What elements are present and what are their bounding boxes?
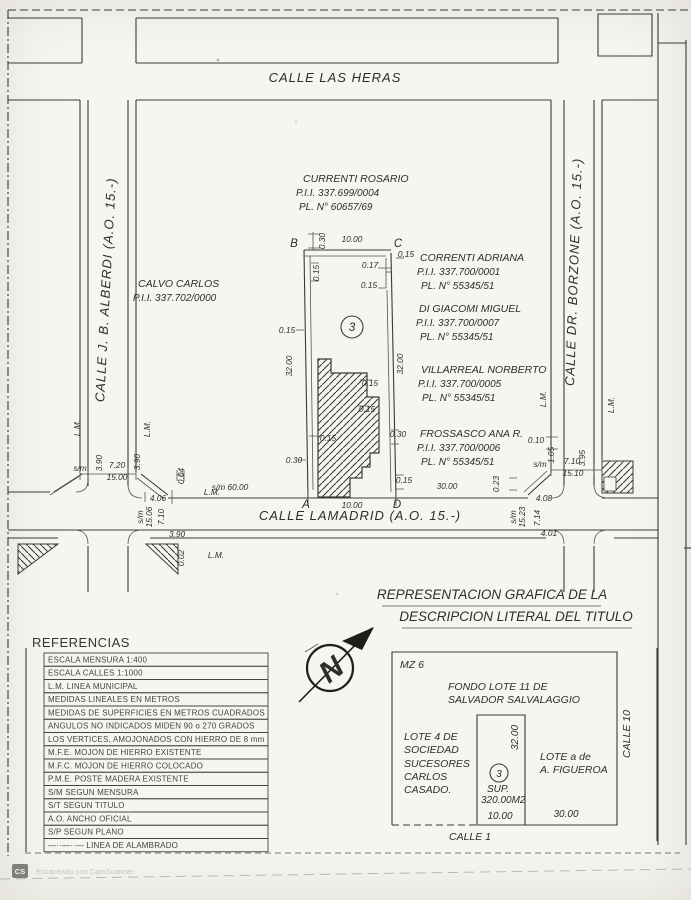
lot-number-badge — [341, 316, 363, 338]
owner-pii: P.I.I. 337.700/0007 — [416, 318, 500, 329]
reference-row-label: ESCALA MENSURA 1:400 — [48, 655, 148, 665]
dim-label: s/m — [73, 463, 87, 473]
dim-label: 0.15 — [278, 325, 296, 335]
dim-label: 0.23 — [491, 475, 501, 493]
dim-label: L.M. — [72, 419, 82, 437]
owner-east-1 — [416, 303, 521, 343]
las-heras-block-lines — [8, 14, 657, 100]
owner-name: CURRENTI ROSARIO — [303, 173, 409, 185]
dim-label: L.M. — [142, 420, 152, 438]
camscanner-footer — [12, 864, 134, 878]
minimap-dim-front: 10.00 — [487, 811, 513, 822]
dim-label: 10.00 — [341, 500, 363, 510]
dim-label: 0.30 — [285, 455, 303, 465]
references-title: REFERENCIAS — [32, 635, 130, 650]
owner-pii: P.I.I. 337.702/0000 — [133, 293, 217, 304]
reference-row-label: M.F.E. MOJON DE HIERRO EXISTENTE — [48, 748, 202, 758]
dim-label: 7.20 — [108, 460, 126, 470]
owner-east-2 — [418, 364, 546, 404]
reference-row-label: S/T SEGUN TITULO — [48, 801, 125, 811]
reference-row-label: —··—··— LINEA DE ALAMBRADO — [48, 840, 179, 850]
owner-north — [296, 173, 409, 213]
title-line-1: REPRESENTACION GRAFICA DE LA — [376, 587, 608, 602]
dim-label: 10.00 — [341, 234, 363, 244]
owner-name: DI GIACOMI MIGUEL — [419, 303, 522, 315]
reference-row-label: MEDIDAS DE SUPERFICIES EN METROS CUADRADOS — [48, 708, 265, 718]
owner-pl: PL. N° 55345/51 — [421, 281, 495, 292]
lot-number: 3 — [348, 320, 356, 334]
dim-label: 4.06 — [149, 493, 167, 503]
minimap-lote4-line: CASADO. — [404, 784, 452, 796]
dim-label: 0.15 — [397, 249, 415, 259]
dim-label: s/m — [135, 510, 145, 524]
street-lamadrid: CALLE LAMADRID (A.O. 15.-) — [258, 508, 462, 523]
dim-label: 7.14 — [532, 509, 542, 527]
minimap-lote4-line: SUCESORES — [404, 758, 470, 770]
dim-label: 15.00 — [106, 472, 128, 482]
dim-label: 0.10 — [527, 435, 545, 445]
owner-pii: P.I.I. 337.700/0006 — [417, 443, 501, 454]
title-block — [377, 587, 633, 628]
dim-label: 1.05 — [546, 446, 556, 464]
reference-row-label: ANGULOS NO INDICADOS MIDEN 90 o 270 GRADOS — [48, 721, 255, 731]
minimap-sup-label: SUP. — [487, 784, 510, 795]
references-rows — [44, 653, 268, 852]
north-arrow-icon — [299, 627, 374, 702]
dim-label: 7.10 — [563, 456, 581, 466]
reference-row-label: P.M.E. POSTE MADERA EXISTENTE — [48, 774, 189, 784]
corner-a: A — [302, 499, 310, 511]
owner-east-3 — [417, 428, 523, 468]
dim-label: s/m — [533, 459, 547, 469]
dim-label: 3.90 — [132, 453, 142, 471]
reference-row-label: S/P SEGUN PLANO — [48, 827, 124, 837]
owner-name: CORRENTI ADRIANA — [420, 252, 525, 264]
dim-label: 0.15 — [311, 264, 321, 282]
minimap-fondo-1: FONDO LOTE 11 DE — [448, 681, 548, 693]
north-letter: N — [312, 650, 351, 690]
owner-east-0 — [417, 252, 524, 292]
minimap-lot-number: 3 — [496, 769, 502, 780]
dim-label: 0.04 — [176, 467, 186, 485]
owner-name: VILLARREAL NORBERTO — [421, 364, 547, 376]
dims-east-intersection — [491, 391, 616, 538]
dim-label: 0.30 — [389, 429, 407, 439]
dim-label: 15.23 — [517, 506, 527, 528]
reference-row-label: M.F.C. MOJON DE HIERRO COLOCADO — [48, 761, 204, 771]
dim-label: 0.15 — [361, 378, 379, 388]
minimap-dim-depth: 32.00 — [510, 724, 521, 750]
dim-label: L.M. — [538, 390, 548, 408]
owner-pl: PL. N° 60657/69 — [299, 202, 373, 213]
minimap-fondo-2: SALVADOR SALVALAGGIO — [448, 694, 580, 706]
dim-label: s/m 60.00 — [211, 482, 249, 492]
minimap-lote-a-line: LOTE a de — [540, 751, 591, 763]
dim-label: 0.15 — [360, 280, 378, 290]
owner-pl: PL. N° 55345/51 — [422, 393, 496, 404]
corner-c: C — [393, 238, 403, 250]
dim-label: 7.10 — [156, 508, 166, 526]
dim-label: L.M. — [207, 550, 225, 560]
owner-name: CALVO CARLOS — [138, 278, 220, 290]
reference-row-label: LOS VERTICES, AMOJONADOS CON HIERRO DE 8 mm — [48, 734, 265, 744]
dim-label: 15.10 — [562, 468, 584, 478]
dim-label: 0.15 — [358, 404, 376, 414]
dim-label: 32.00 — [395, 353, 405, 375]
dim-label: 3.90 — [168, 529, 186, 539]
minimap-calle-10: CALLE 10 — [621, 710, 633, 758]
title-line-2: DESCRIPCION LITERAL DEL TITULO — [399, 609, 633, 624]
reference-row-label: L.M. LINEA MUNICIPAL — [48, 681, 138, 691]
street-borzone: CALLE DR. BORZONE (A.O. 15.-) — [562, 157, 585, 387]
owner-pii: P.I.I. 337.700/0001 — [417, 267, 501, 278]
dim-label: 3.95 — [577, 449, 587, 467]
minimap-lote-a-line: A. FIGUEROA — [540, 764, 608, 776]
minimap-lote4-line: CARLOS — [404, 771, 448, 783]
dim-label: 30.00 — [436, 481, 458, 491]
dim-label: s/m — [508, 510, 518, 524]
reference-row-label: S/M SEGUN MENSURA — [48, 787, 139, 797]
minimap-calle-1: CALLE 1 — [448, 831, 492, 843]
dim-label: 4.01 — [540, 528, 558, 538]
minimap-lote4-line: SOCIEDAD — [404, 744, 459, 756]
dim-label: L.M. — [606, 396, 616, 414]
owner-pl: PL. N° 55345/51 — [421, 457, 495, 468]
dim-label: 0.15 — [319, 433, 337, 443]
owner-pii: P.I.I. 337.699/0004 — [296, 188, 380, 199]
dim-label: 0.15 — [395, 475, 413, 485]
dim-label: 4.08 — [535, 493, 553, 503]
owner-name: FROSSASCO ANA R. — [420, 428, 524, 440]
owner-west — [133, 278, 219, 304]
street-las-heras: CALLE LAS HERAS — [268, 70, 402, 85]
reference-row-label: A.O. ANCHO OFICIAL — [48, 814, 132, 824]
corner-b: B — [290, 238, 298, 250]
corner-d: D — [392, 499, 402, 511]
street-alberdi: CALLE J. B. ALBERDI (A.O. 15.-) — [92, 177, 119, 403]
dim-label: 15.06 — [144, 506, 154, 528]
dim-label: 0.02 — [176, 549, 186, 567]
owner-pl: PL. N° 55345/51 — [420, 332, 494, 343]
dim-label: L.M. — [203, 487, 221, 497]
minimap-dim-side: 30.00 — [553, 809, 579, 820]
camscanner-badge-text: CS — [14, 867, 26, 876]
references-legend — [26, 635, 268, 852]
minimap-sup-value: 320.00M2 — [481, 795, 526, 806]
camscanner-text: Escaneado con CamScanner — [36, 867, 134, 876]
dim-label: 0.17 — [361, 260, 379, 270]
dim-label: 32.00 — [284, 355, 294, 377]
minimap-mz: MZ 6 — [400, 659, 424, 671]
minimap — [392, 648, 657, 843]
reference-row-label: MEDIDAS LINEALES EN METROS — [48, 695, 180, 705]
reference-row-label: ESCALA CALLES 1:1000 — [48, 668, 143, 678]
minimap-lote4-line: LOTE 4 DE — [404, 731, 458, 743]
dim-label: 3.90 — [94, 454, 104, 472]
owner-pii: P.I.I. 337.700/0005 — [418, 379, 502, 390]
dim-label: 0.30 — [317, 232, 327, 250]
